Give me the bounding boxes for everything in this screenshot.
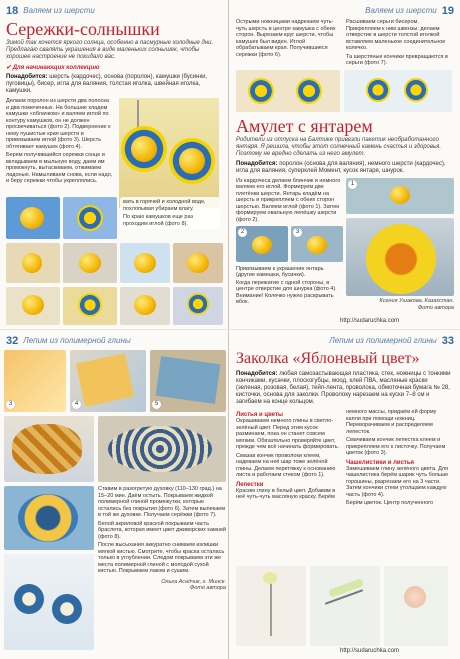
earrings-thumbs bbox=[236, 70, 454, 114]
col-1-text-c: Красим глину в белый цвет. Добавим в неё чуть-чуть масляную краску. Берём bbox=[236, 487, 336, 500]
article-title: Заколка «Яблоневый цвет» bbox=[236, 350, 420, 367]
amber-steps-2: Привязываем к украшение янтарь (другие камешки, бусинки). bbox=[236, 265, 324, 278]
clay-steps-2: Белой акриловой краской покрываем часть браслета, которая имеет цвет дживорских камней (фото 8). bbox=[98, 520, 226, 540]
steps-paragraph: Делаем поролон из шерсти два полоска и два помеченных. На большие кладем камушки «облачком» и валяем иглой по контуру камушков, он не должен просвечиваться (фото 2). Подвернение к нему пушистые края шерсти и привязываем иглой (фото 3). Шерсть обтягивает камушек (фото 4). bbox=[6, 98, 111, 150]
col-2-b: Та шерстяные кончики превращаются в серьги (фото 7). bbox=[346, 53, 448, 66]
col-1: Острыми ножницами надрезаем чуть-чуть шерсть в центре камушка с обеих сторон. Вырезаем круг шерсти, чтобы камушек был виден. Иглой обрабатываем края. Получившиеся сережки (фото 6). bbox=[236, 19, 336, 58]
col-2-text: немного массы, придаём ей форму капли при помощи ножниц. Переворачиваем и распределяем лепесток. bbox=[346, 409, 437, 435]
clay-photo-1: 3 bbox=[4, 350, 66, 412]
page-33 bbox=[230, 330, 460, 659]
materials-text: поролон (основа для валяния), немного шерсти (кардочес), игла для валяния, суперклей Момент, кусок янтаря, шнурок. bbox=[236, 160, 446, 174]
amber-steps-3: Когда пережатие с одной стороны, в центре отверстие для шнурка (фото 4). Внимание! Колечко нужно раскрывать вбок. bbox=[236, 279, 337, 305]
step-photo-3 bbox=[6, 243, 60, 283]
amber-steps: Из кардочеса делаем блинчик и немного валяем его иглой. Формируем две плетёнки шерсти. Янтарь кладём на шерсть и прикрепляем с обеих сторон шерстью. Валяем иглой (фото 1). Затем формируем овальную лепёшку шерсти (фото 2). bbox=[236, 177, 341, 223]
page-header bbox=[6, 334, 222, 347]
source-url: http://sudaruchka.com bbox=[340, 648, 400, 654]
col-2-text-b: Смачиваем кончик лепестка клеем и прикрепляем его к листочку. Получаем цветок (фото 3). bbox=[346, 437, 446, 456]
step-photo-7 bbox=[6, 287, 60, 325]
step-caption: вать в горячей и холодной воде, похлопывая убираем влагу. bbox=[120, 197, 220, 214]
article-title: Сережки-солнышки bbox=[6, 19, 160, 39]
section-name: Лепим из полимерной глины bbox=[23, 336, 131, 345]
page-19 bbox=[230, 0, 460, 329]
col-2-text-c: Замешиваем глину зелёного цвета. Для чашелистика берём шарик чуть больше горошины, разрезаем его на 3 части. Затем кончики стеки утолщаем каждую часть (фото 4). bbox=[346, 465, 449, 498]
step-photo-6 bbox=[173, 243, 223, 283]
flower-photo-2 bbox=[310, 566, 380, 646]
source-url: http://sudaruchka.com bbox=[340, 318, 400, 324]
steps-column bbox=[6, 98, 113, 213]
col-1 bbox=[236, 409, 342, 507]
author: Ксения Ушакова, Казахстан. bbox=[379, 297, 454, 304]
step-photo-2 bbox=[63, 197, 117, 239]
col-1-text-b: Смазав кончик проволоки клеем, надеваем на неё шар тоже зелёной глины. Делаем перетяжку к основанию листа и работаем стеком (фото 1). bbox=[236, 452, 336, 478]
page-18 bbox=[0, 0, 229, 329]
page-number: 18 bbox=[6, 4, 19, 17]
materials-text: любая самозастывающая пластика, стек, ножницы с тонкими кончиками, кусачки, плоскогубцы, моод, клей ПВА, масляные краски (зеленая, розовая, белая), тейп-лента, проволока, обмоточная бумага № 28, кисточки, основа для заколки. Проволоку нарезаем на куски 7–8 см и загибаем на конце кольцом. bbox=[236, 371, 451, 405]
col-2: Расшиваем серьги бисером. Прикрепляем к ним швензы: делаем отверстие в шерсти толстой иголкой вставляем маленькое соединительное колечко. bbox=[346, 19, 446, 51]
clay-steps: Ставим в разогретую духовку (110–130 град.) на 15–20 мин. Даём остыть. Покрываем жидкой полимерной глиной промежутки, которые остались без покрытия (фото 6). Затем выпекаем в той же духовке. Получаем серёжки (фото 7). bbox=[98, 486, 226, 518]
materials-text: шерсть (кардочес), основа (поролон), камушки (бусинки, пуговицы), бисер, игла для валяния, толстая иголка, швейная иголка, камушки. bbox=[6, 74, 208, 94]
col-2-text-d: Берём цветок. Центр полученного bbox=[346, 500, 434, 506]
materials-label: Понадобится: bbox=[6, 74, 48, 80]
flower-photo-1 bbox=[236, 566, 306, 646]
step-photo-1 bbox=[6, 197, 60, 239]
photo-credit: Фото автора bbox=[417, 304, 454, 311]
step-caption-2: По краю камушков еще раз проходим иглой (фото 8). bbox=[120, 212, 220, 229]
col-1-text: Окрашиваем немного глины в светло-зелёный цвет. Перед этим кусок разминаем, пока он станет совсем мягким. Обязательно проверяйте цвет, прежде чем всё начинать формировать. bbox=[236, 418, 340, 450]
article-intro: Родители из отпуска на Балтике привезли пакетик необработанного янтаря. Я решила, чтобы этот солнечный камень счастья и здоровья. Поэтому не вредно сделать из него амулет. bbox=[236, 136, 442, 157]
amulet-photo bbox=[346, 218, 454, 296]
page-number: 19 bbox=[441, 4, 454, 17]
beginners-note: ✔ Для начинающих коллекцию bbox=[6, 65, 100, 71]
earrings-clay-photo bbox=[4, 554, 94, 650]
steps-paragraph-2: Берем получившийся сережки сонце и вкладываем в мыльную воду, даем им промокнуть, вытаскиваем, отжимаем ладонью. Намыливаем снова, если надо, и беру сережки чтобы укреплялись. bbox=[6, 152, 113, 184]
top-spread bbox=[0, 0, 460, 329]
step-photo-10 bbox=[173, 287, 223, 325]
beginners-label: Для начинающих коллекцию bbox=[12, 65, 100, 71]
clay-photo-5 bbox=[98, 416, 226, 482]
materials bbox=[236, 161, 454, 175]
clay-steps-3: После высыхания аккуратно снимаем излишки мягкой кистью. Смотрите, чтобы краска осталась только в углублении. Следом покрываем эти же места полимерной глиной с молодой сухой кистью. Покрываем лаком и сушим. bbox=[98, 542, 225, 574]
page-header bbox=[236, 334, 454, 347]
page-number: 32 bbox=[6, 334, 19, 347]
page-32 bbox=[0, 330, 229, 659]
page-header bbox=[236, 4, 454, 17]
author: Ольга Асадчик, г. Минск. bbox=[161, 578, 226, 585]
step-photo-4 bbox=[63, 243, 117, 283]
subhead-1: Листья и цветы bbox=[236, 412, 284, 418]
section-name: Лепим из полимерной глины bbox=[329, 336, 437, 345]
amber-photo-3: 3 bbox=[291, 226, 343, 262]
clay-photo-2: 4 bbox=[70, 350, 146, 412]
col-2 bbox=[346, 409, 452, 507]
amber-photo-1: 1 bbox=[346, 178, 454, 214]
clay-photo-6 bbox=[4, 486, 94, 550]
clay-photo-4 bbox=[4, 416, 94, 482]
materials-label: Понадобится: bbox=[236, 160, 278, 167]
bottom-spread bbox=[0, 330, 460, 659]
section-name: Валяем из шерсти bbox=[365, 6, 437, 15]
step-photo-9 bbox=[120, 287, 170, 325]
amber-photo-2: 2 bbox=[236, 226, 288, 262]
subhead-3: Чашелистики и листья bbox=[346, 459, 415, 466]
subhead-2: Лепестки bbox=[236, 481, 264, 488]
materials bbox=[6, 74, 222, 95]
materials bbox=[236, 371, 454, 406]
step-photo-5 bbox=[120, 243, 170, 283]
section-name: Валяем из шерсти bbox=[23, 6, 95, 15]
clay-photo-3: 5 bbox=[150, 350, 226, 412]
earring-photo bbox=[117, 98, 222, 213]
step-photo-8 bbox=[63, 287, 117, 325]
page-header bbox=[6, 4, 222, 17]
article-title: Амулет с янтарем bbox=[236, 115, 373, 136]
materials-label: Понадобится: bbox=[236, 371, 278, 377]
page-number: 33 bbox=[441, 334, 454, 347]
flower-photo-3 bbox=[384, 566, 448, 646]
photo-credit: Фото автора bbox=[189, 584, 226, 591]
article-intro: Зимой так хочется яркого солнца, особенно в пасмурные холодные дни. Предлагаю свалять украшения в виде маленьких солнышек, чтобы хорошее настроение не покидало вас. bbox=[6, 40, 214, 60]
